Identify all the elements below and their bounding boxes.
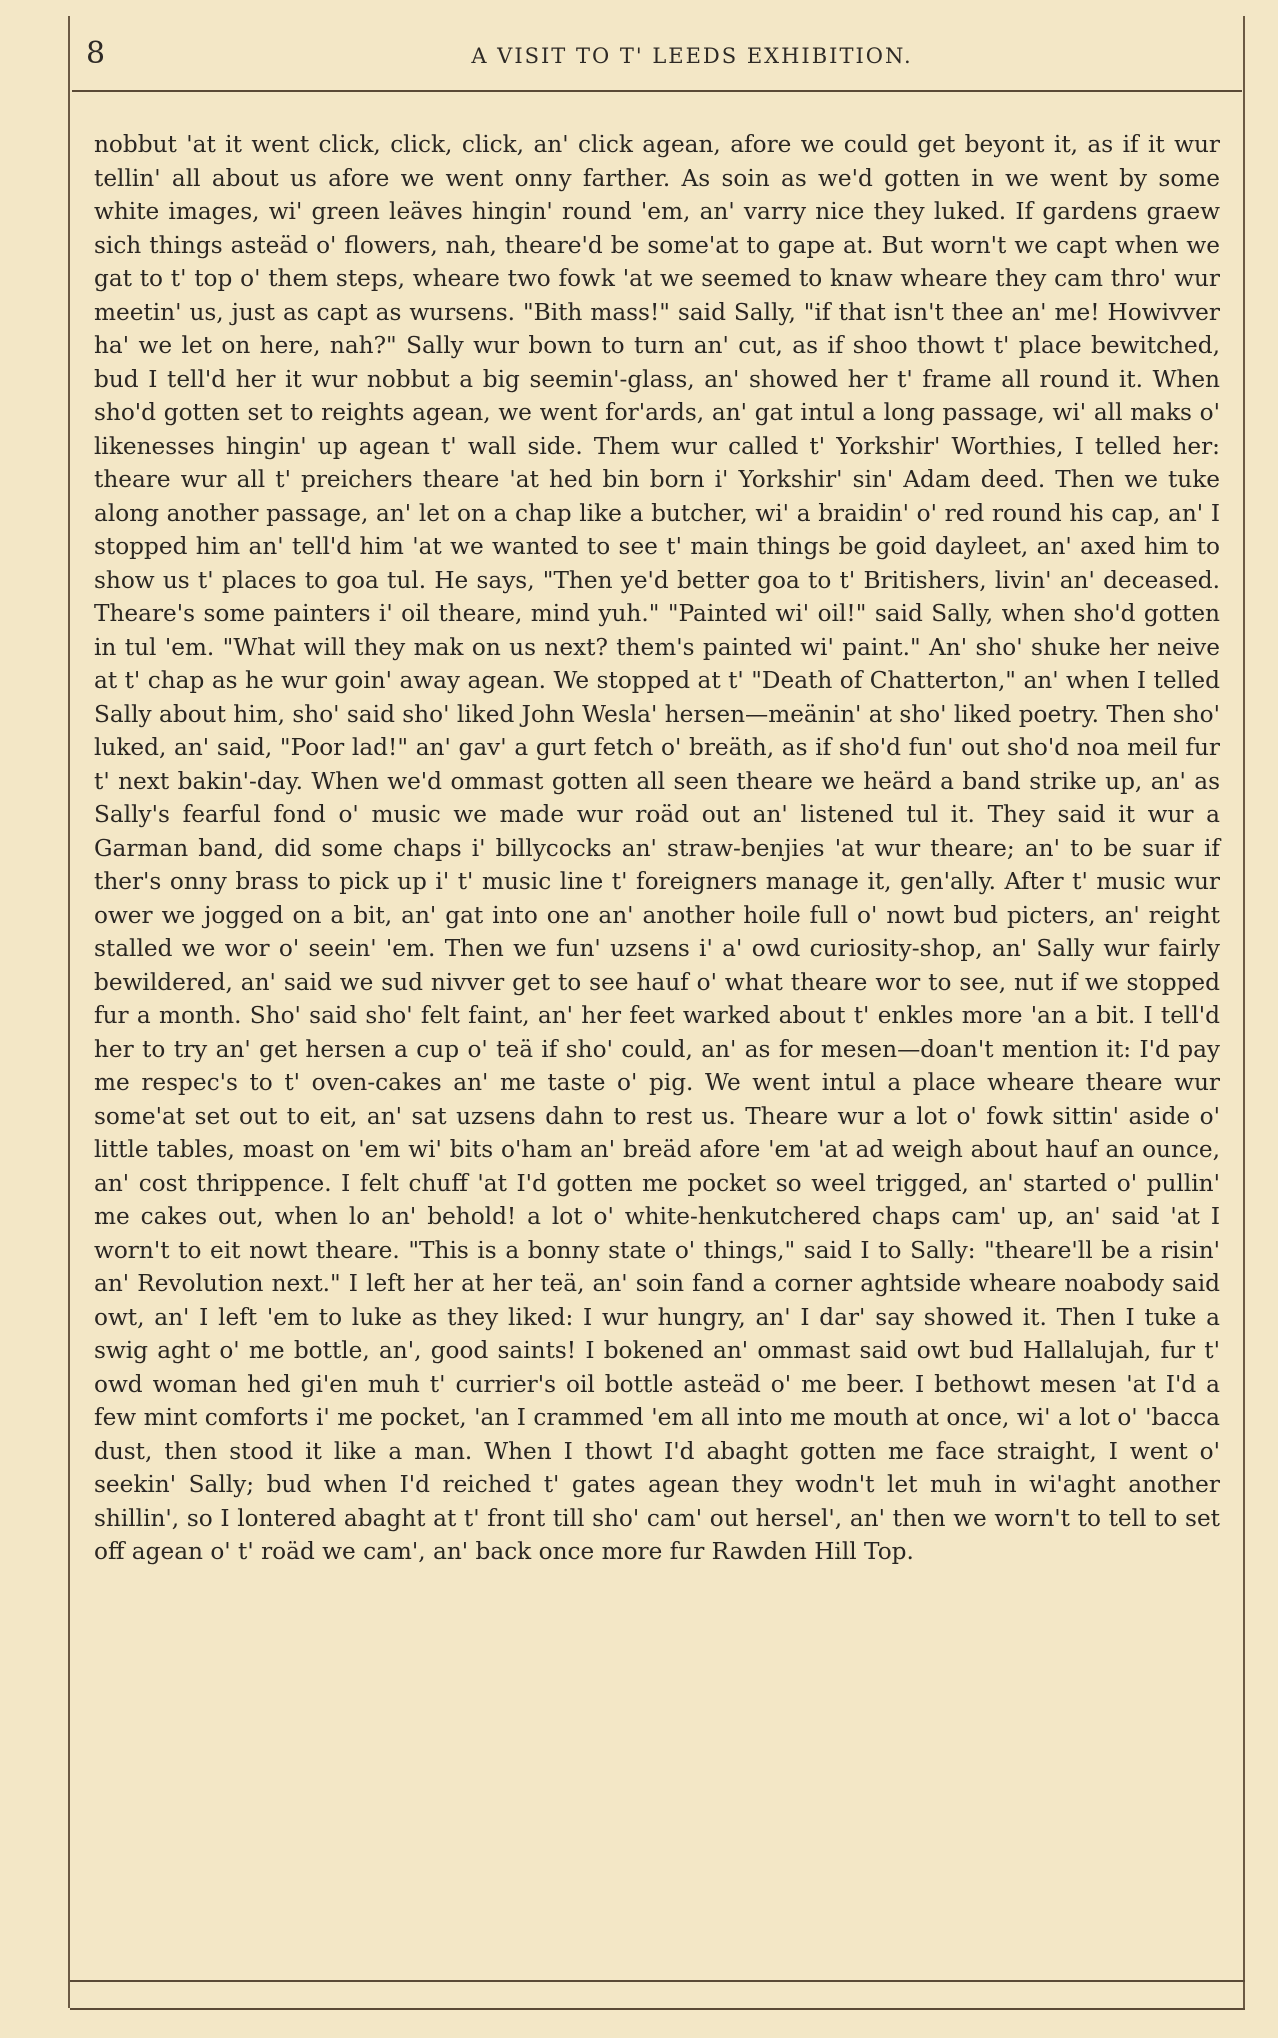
paragraph: nobbut 'at it went click, click, click, an' click agean, afore we could get beyont it, as if it wur tellin' all about us afore we went onny farther. As soin as we'd gotten in we went by some white images, wi' green leäves hingin' round 'em, an' varry nice they luked. If gardens graew sich things asteäd o' flowers, nah, theare'd be some'at to gape at. But worn't we capt when we gat to t' top o' them steps, wheare two fowk 'at we seemed to knaw wheare they cam thro' wur meetin' us, just as capt as wursens. "Bith mass!" said Sally, "if that isn't thee an' me! Howivver ha' we let on here, nah?" Sally wur bown to turn an' cut, as if shoo thowt t' place bewitched, bud I tell'd her it wur nobbut a big seemin'-glass, an' showed her t' frame all round it. When sho'd gotten set to reights agean, we went for'ards, an' gat intul a long passage, wi' all maks o' likenesses hingin' up agean t' wall side. Them wur called t' Yorkshir' Worthies, I telled her: theare wur all t' preichers theare 'at hed bin born i' Yorkshir' sin' Adam deed. Then we tuke along another passage, an' let on a chap like a butcher, wi' a braidin' o' red round his cap, an' I stopped him an' tell'd him 'at we wanted to see t' main things be goid dayleet, an' axed him to show us t' places to goa tul. He says, "Then ye'd better goa to t' Britishers, livin' an' deceased. Theare's some painters i' oil theare, mind yuh." "Painted wi' oil!" said Sally, when sho'd gotten in tul 'em. "What will they mak on us next? them's painted wi' paint." An' sho' shuke her neive at t' chap as he wur goin' away agean. We stopped at t' "Death of Chatterton," an' when I telled Sally about him, sho' said sho' liked John Wesla' hersen—meänin' at sho' liked poetry. Then sho' luked, an' said, "Poor lad!" an' gav' a gurt fetch o' breäth, as if sho'd fun' out sho'd noa meil fur t' next bakin'-day. When we'd ommast gotten all seen theare we heärd a band strike up, an' as Sally's fearful fond o' music we made wur roäd out an' listened tul it. They said it wur a Garman band, did some chaps i' billycocks an' straw-benjies 'at wur theare; an' to be suar if ther's onny brass to pick up i' t' music line t' foreigners manage it, gen'ally. After t' music wur ower we jogged on a bit, an' gat into one an' another hoile full o' nowt bud picters, an' reight stalled we wor o' seein' 'em. Then we fun' uzsens i' a' owd curiosity-shop, an' Sally wur fairly bewildered, an' said we sud nivver get to see hauf o' what theare wor to see, nut if we stopped fur a month. Sho' said sho' felt faint, an' her feet warked about t' enkles more 'an a bit. I tell'd her to try an' get hersen a cup o' teä if sho' could, an' as for mesen—doan't mention it: I'd pay me respec's to t' oven-cakes an' me taste o' pig. We went intul a place wheare theare wur some'at set out to eit, an' sat uzsens dahn to rest us. Theare wur a lot o' fowk sittin' aside o' little tables, moast on 'em wi' bits o'ham an' breäd afore 'em 'at ad weigh about hauf an ounce, an' cost thrippence. I felt chuff 'at I'd gotten me pocket so weel trigged, an' started o' pullin' me cakes out, when lo an' behold! a lot o' white-henkutchered chaps cam' up, an' said 'at I worn't to eit nowt theare. "This is a bonny state o' things," said I to Sally: "theare'll be a risin' an' Revolution next." I left her at her teä, an' soin fand a corner aghtside wheare noabody said owt, an' I left 'em to luke as they liked: I wur hungry, an' I dar' say showed it. Then I tuke a swig aght o' me bottle, an', good saints! I bokened an' ommast said owt bud Hallalujah, fur t' owd woman hed gi'en muh t' currier's oil bottle asteäd o' me beer. I bethowt mesen 'at I'd a few mint comforts i' me pocket, 'an I crammed 'em all into me mouth at once, wi' a lot o' 'bacca dust, then stood it like a man. When I thowt I'd abaght gotten me face straight, I went o' seekin' Sally; bud when I'd reiched t' gates agean they wodn't let muh in wi'aght another shillin', so I lontered abaght at t' front till sho' cam' out hersel', an' then we worn't to tell to set off agean o' t' roäd we cam', an' back once more fur Rawden Hill Top.	[94, 131, 1220, 1565]
running-title: A VISIT TO T' LEEDS EXHIBITION.	[471, 44, 913, 68]
page-header	[72, 30, 1242, 92]
page-number: 8	[86, 36, 106, 71]
bottom-rule-outer	[70, 2008, 1245, 2010]
bottom-rule	[70, 1980, 1245, 1982]
body-text	[94, 128, 1220, 1569]
